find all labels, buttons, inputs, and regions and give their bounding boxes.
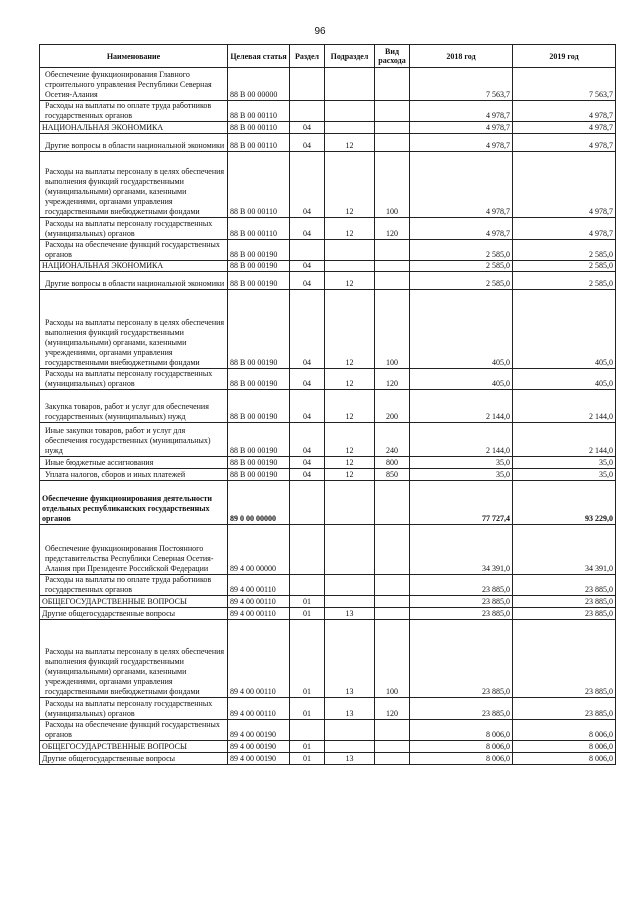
row-value-2018: 2 585,0 [410,261,513,272]
row-article: 88 В 00 00190 [228,261,290,272]
row-value-2018: 23 885,0 [410,620,513,698]
row-value-2019: 8 006,0 [513,753,616,765]
row-expense-type [375,596,410,608]
row-name: Обеспечение функционирования Постоянного представительства Республики Северная Осетия-Алания при Президенте Российской Федерации [40,525,228,575]
row-subsection [325,596,375,608]
row-expense-type: 240 [375,423,410,457]
row-section: 04 [290,218,325,240]
row-expense-type: 800 [375,457,410,469]
row-value-2018: 34 391,0 [410,525,513,575]
row-name: НАЦИОНАЛЬНАЯ ЭКОНОМИКА [40,122,228,134]
table-row [40,608,616,620]
row-section: 04 [290,261,325,272]
row-expense-type [375,575,410,596]
table-row [40,218,616,240]
row-expense-type: 850 [375,469,410,481]
row-value-2019: 2 585,0 [513,261,616,272]
row-article: 89 4 00 00110 [228,575,290,596]
row-article: 88 В 00 00110 [228,218,290,240]
row-article: 89 4 00 00110 [228,608,290,620]
row-value-2018: 4 978,7 [410,122,513,134]
row-name: Другие общегосударственные вопросы [40,753,228,765]
row-section: 04 [290,290,325,369]
row-value-2018: 2 144,0 [410,423,513,457]
table-row [40,122,616,134]
row-subsection [325,720,375,741]
row-value-2019: 4 978,7 [513,101,616,122]
row-value-2018: 4 978,7 [410,101,513,122]
table-row [40,457,616,469]
row-value-2018: 2 144,0 [410,390,513,423]
row-value-2019: 2 585,0 [513,240,616,261]
row-value-2018: 2 585,0 [410,272,513,290]
row-section: 04 [290,134,325,152]
row-article: 88 В 00 00110 [228,152,290,218]
row-article: 88 В 00 00190 [228,290,290,369]
row-value-2018: 7 563,7 [410,68,513,101]
row-article: 88 В 00 00110 [228,122,290,134]
row-article: 89 4 00 00190 [228,741,290,753]
row-value-2019: 4 978,7 [513,122,616,134]
row-name: Другие вопросы в области национальной экономики [40,134,228,152]
row-name: Иные закупки товаров, работ и услуг для обеспечения государственных (муниципальных) нужд [40,423,228,457]
row-subsection: 12 [325,457,375,469]
header-2018: 2018 год [410,45,513,68]
row-article: 88 В 00 00110 [228,134,290,152]
row-name: ОБЩЕГОСУДАРСТВЕННЫЕ ВОПРОСЫ [40,596,228,608]
row-value-2019: 2 144,0 [513,423,616,457]
table-row [40,753,616,765]
row-value-2019: 35,0 [513,469,616,481]
row-name: Расходы на выплаты по оплате труда работников государственных органов [40,575,228,596]
row-value-2018: 4 978,7 [410,152,513,218]
row-value-2018: 8 006,0 [410,753,513,765]
row-section [290,575,325,596]
row-value-2019: 8 006,0 [513,741,616,753]
row-article: 88 В 00 00190 [228,272,290,290]
row-name: Расходы на выплаты персоналу в целях обеспечения выполнения функций государственными (муниципальными) органами, казенными учреждениями, органами управления государственными внебюджетными фондами [40,290,228,369]
row-value-2019: 4 978,7 [513,152,616,218]
table-row [40,390,616,423]
table-row [40,698,616,720]
row-article: 88 В 00 00110 [228,101,290,122]
row-name: Иные бюджетные ассигнования [40,457,228,469]
row-subsection: 12 [325,152,375,218]
row-name: ОБЩЕГОСУДАРСТВЕННЫЕ ВОПРОСЫ [40,741,228,753]
header-subsection: Подраздел [325,45,375,68]
row-expense-type [375,741,410,753]
row-expense-type [375,272,410,290]
table-row [40,152,616,218]
row-value-2018: 4 978,7 [410,134,513,152]
table-row [40,575,616,596]
table-body [40,68,616,765]
row-article: 89 4 00 00190 [228,720,290,741]
row-subsection: 12 [325,290,375,369]
row-article: 89 4 00 00190 [228,753,290,765]
table-row [40,134,616,152]
row-expense-type [375,101,410,122]
row-expense-type [375,261,410,272]
row-expense-type [375,240,410,261]
table-row [40,596,616,608]
row-subsection: 12 [325,218,375,240]
row-article: 88 В 00 00000 [228,68,290,101]
table-row [40,423,616,457]
row-expense-type [375,525,410,575]
row-section: 01 [290,741,325,753]
table-row [40,481,616,525]
row-article: 88 В 00 00190 [228,457,290,469]
row-value-2019: 2 585,0 [513,272,616,290]
row-name: Расходы на обеспечение функций государственных органов [40,720,228,741]
row-value-2018: 35,0 [410,457,513,469]
row-expense-type [375,753,410,765]
row-value-2018: 23 885,0 [410,575,513,596]
row-value-2018: 2 585,0 [410,240,513,261]
row-section: 04 [290,369,325,390]
row-value-2019: 405,0 [513,369,616,390]
row-value-2019: 7 563,7 [513,68,616,101]
table-row [40,525,616,575]
page-number: 96 [314,26,326,37]
row-expense-type [375,122,410,134]
row-value-2018: 23 885,0 [410,608,513,620]
row-article: 88 В 00 00190 [228,240,290,261]
row-subsection [325,261,375,272]
row-section [290,68,325,101]
row-name: Расходы на обеспечение функций государственных органов [40,240,228,261]
row-value-2019: 23 885,0 [513,596,616,608]
row-expense-type: 200 [375,390,410,423]
row-section: 01 [290,596,325,608]
table-row [40,101,616,122]
row-section [290,720,325,741]
row-subsection [325,101,375,122]
row-name: Другие общегосударственные вопросы [40,608,228,620]
row-subsection: 13 [325,620,375,698]
row-name: Расходы на выплаты персоналу в целях обеспечения выполнения функций государственными (муниципальными) органами, казенными учреждениями, органами управления государственными внебюджетными фондами [40,152,228,218]
row-article: 89 4 00 00110 [228,596,290,608]
header-2019: 2019 год [513,45,616,68]
row-value-2018: 405,0 [410,369,513,390]
row-section: 01 [290,620,325,698]
row-name: Расходы на выплаты персоналу государственных (муниципальных) органов [40,218,228,240]
row-expense-type [375,68,410,101]
table-header [40,45,616,68]
header-section: Раздел [290,45,325,68]
row-subsection: 13 [325,608,375,620]
row-subsection: 12 [325,469,375,481]
row-article: 88 В 00 00190 [228,369,290,390]
row-section: 04 [290,122,325,134]
row-subsection [325,240,375,261]
row-subsection: 12 [325,134,375,152]
row-value-2019: 23 885,0 [513,575,616,596]
row-subsection: 12 [325,390,375,423]
row-article: 89 4 00 00110 [228,620,290,698]
row-section: 04 [290,457,325,469]
row-subsection [325,525,375,575]
row-value-2019: 2 144,0 [513,390,616,423]
row-section [290,525,325,575]
row-value-2018: 77 727,4 [410,481,513,525]
row-value-2019: 4 978,7 [513,218,616,240]
row-article: 89 4 00 00110 [228,698,290,720]
row-section [290,481,325,525]
row-subsection: 12 [325,369,375,390]
table-row [40,240,616,261]
row-expense-type: 120 [375,698,410,720]
row-article: 88 В 00 00190 [228,423,290,457]
row-value-2019: 34 391,0 [513,525,616,575]
header-article: Целевая статья [228,45,290,68]
table-row [40,272,616,290]
row-value-2019: 4 978,7 [513,134,616,152]
row-name: Обеспечение функционирования Главного строительного управления Республики Северная Осетия-Алания [40,68,228,101]
row-section: 04 [290,152,325,218]
row-value-2019: 23 885,0 [513,608,616,620]
row-name: Обеспечение функционирования деятельности отдельных республиканских государственных органов [40,481,228,525]
row-subsection [325,481,375,525]
row-subsection [325,122,375,134]
row-value-2019: 405,0 [513,290,616,369]
table-row [40,68,616,101]
budget-table [39,44,616,765]
row-value-2019: 35,0 [513,457,616,469]
row-article: 88 В 00 00190 [228,469,290,481]
row-name: Расходы на выплаты персоналу государственных (муниципальных) органов [40,698,228,720]
row-expense-type [375,134,410,152]
header-name: Наименование [40,45,228,68]
row-value-2019: 93 229,0 [513,481,616,525]
row-name: Другие вопросы в области национальной экономики [40,272,228,290]
row-expense-type: 100 [375,290,410,369]
row-section: 01 [290,608,325,620]
row-expense-type [375,720,410,741]
row-subsection: 12 [325,423,375,457]
row-subsection: 13 [325,753,375,765]
row-value-2018: 8 006,0 [410,720,513,741]
row-subsection: 13 [325,698,375,720]
row-name: НАЦИОНАЛЬНАЯ ЭКОНОМИКА [40,261,228,272]
row-value-2018: 8 006,0 [410,741,513,753]
row-value-2018: 23 885,0 [410,698,513,720]
row-section [290,101,325,122]
row-name: Расходы на выплаты персоналу в целях обеспечения выполнения функций государственными (муниципальными) органами, казенными учреждениями, органами управления государственными внебюджетными фондами [40,620,228,698]
row-article: 88 В 00 00190 [228,390,290,423]
row-article: 89 0 00 00000 [228,481,290,525]
row-article: 89 4 00 00000 [228,525,290,575]
row-value-2018: 23 885,0 [410,596,513,608]
row-subsection [325,575,375,596]
table-row [40,290,616,369]
row-section: 04 [290,272,325,290]
row-expense-type: 100 [375,152,410,218]
table-row [40,261,616,272]
row-name: Расходы на выплаты персоналу государственных (муниципальных) органов [40,369,228,390]
row-value-2019: 8 006,0 [513,720,616,741]
row-subsection [325,68,375,101]
row-value-2019: 23 885,0 [513,620,616,698]
row-value-2018: 35,0 [410,469,513,481]
row-name: Закупка товаров, работ и услуг для обеспечения государственных (муниципальных) нужд [40,390,228,423]
table-row [40,369,616,390]
row-subsection [325,741,375,753]
row-expense-type: 100 [375,620,410,698]
row-section: 01 [290,753,325,765]
header-expense-type: Вид расхода [375,45,410,68]
row-value-2018: 4 978,7 [410,218,513,240]
row-section: 04 [290,390,325,423]
row-name: Уплата налогов, сборов и иных платежей [40,469,228,481]
row-expense-type [375,608,410,620]
row-name: Расходы на выплаты по оплате труда работников государственных органов [40,101,228,122]
row-subsection: 12 [325,272,375,290]
row-section: 01 [290,698,325,720]
table-row [40,469,616,481]
row-expense-type: 120 [375,218,410,240]
row-value-2019: 23 885,0 [513,698,616,720]
row-expense-type: 120 [375,369,410,390]
row-section: 04 [290,469,325,481]
table-row [40,620,616,698]
table-row [40,741,616,753]
row-section: 04 [290,423,325,457]
row-expense-type [375,481,410,525]
table-row [40,720,616,741]
row-value-2018: 405,0 [410,290,513,369]
row-section [290,240,325,261]
